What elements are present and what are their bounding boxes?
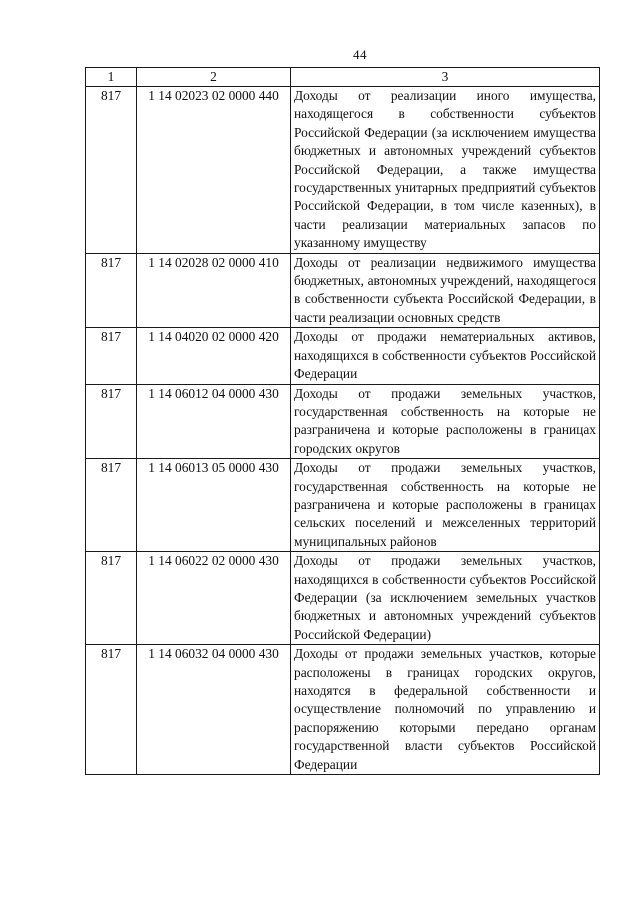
table-row [86,552,600,645]
revenue-codes-table [85,67,600,775]
administrator-code-cell: 817 [86,87,137,254]
budget-classification-code-cell: 1 14 06022 02 0000 430 [137,552,291,645]
revenue-description-cell: Доходы от продажи нематериальных активов, находящихся в собственности субъектов Российской Федерации [291,328,600,384]
revenue-description-cell: Доходы от продажи земельных участков, которые расположены в границах городских округов, находятся в федеральной собственности и осуществление полномочий по управлению и распоряжению которыми передано органам государственной власти субъектов Российской Федерации [291,645,600,775]
header-column-2: 2 [137,68,291,87]
table-header-row [86,68,600,87]
administrator-code-cell: 817 [86,253,137,328]
page-number: 44 [353,47,367,62]
header-column-1: 1 [86,68,137,87]
table-row [86,384,600,459]
budget-classification-code-cell: 1 14 02023 02 0000 440 [137,87,291,254]
administrator-code-cell: 817 [86,645,137,775]
table-row [86,459,600,552]
table-row [86,645,600,775]
header-column-3: 3 [291,68,600,87]
table-row [86,328,600,384]
table-row [86,87,600,254]
table-row [86,253,600,328]
administrator-code-cell: 817 [86,384,137,459]
revenue-description-cell: Доходы от реализации недвижимого имущества бюджетных, автономных учреждений, находящегося в собственности субъекта Российской Федерации, в части реализации основных средств [291,253,600,328]
revenue-description-cell: Доходы от продажи земельных участков, государственная собственность на которые не разграничена и которые расположены в границах сельских поселений и межселенных территорий муниципальных районов [291,459,600,552]
budget-classification-code-cell: 1 14 04020 02 0000 420 [137,328,291,384]
revenue-description-cell: Доходы от продажи земельных участков, находящихся в собственности субъектов Российской Федерации (за исключением земельных участков бюджетных и автономных учреждений субъектов Российской Федерации) [291,552,600,645]
budget-classification-code-cell: 1 14 02028 02 0000 410 [137,253,291,328]
budget-classification-code-cell: 1 14 06032 04 0000 430 [137,645,291,775]
revenue-description-cell: Доходы от продажи земельных участков, государственная собственность на которые не разграничена и которые расположены в границах городских округов [291,384,600,459]
budget-classification-code-cell: 1 14 06012 04 0000 430 [137,384,291,459]
administrator-code-cell: 817 [86,459,137,552]
revenue-description-cell: Доходы от реализации иного имущества, находящегося в собственности субъектов Российской Федерации (за исключением имущества бюджетных и автономных учреждений субъектов Российской Федерации, а также имущества государственных унитарных предприятий субъектов Российской Федерации, в том числе казенных), в части реализации материальных запасов по указанному имуществу [291,87,600,254]
administrator-code-cell: 817 [86,552,137,645]
budget-classification-code-cell: 1 14 06013 05 0000 430 [137,459,291,552]
administrator-code-cell: 817 [86,328,137,384]
